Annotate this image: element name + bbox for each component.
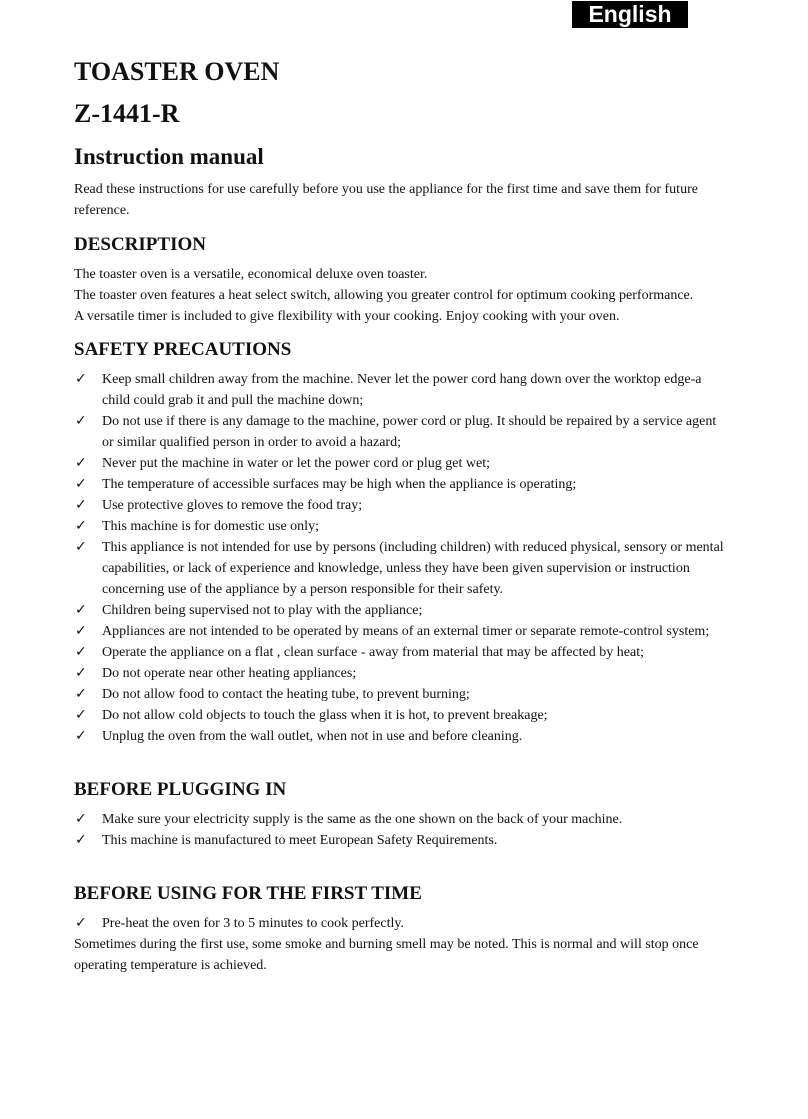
safety-item-text: Children being supervised not to play with the appliance; bbox=[102, 603, 423, 618]
safety-heading: SAFETY PRECAUTIONS bbox=[74, 339, 292, 360]
before-plugging-heading: BEFORE PLUGGING IN bbox=[74, 779, 287, 800]
checkmark-icon: ✓ bbox=[75, 665, 87, 681]
checkmark-icon: ✓ bbox=[75, 455, 87, 471]
checkmark-icon: ✓ bbox=[75, 707, 87, 723]
safety-item-text: Do not allow cold objects to touch the glass when it is hot, to prevent breakage; bbox=[102, 708, 548, 723]
checkmark-icon: ✓ bbox=[75, 686, 87, 702]
list-item bbox=[74, 474, 724, 495]
manual-subtitle: Instruction manual bbox=[74, 144, 264, 169]
list-item bbox=[74, 495, 724, 516]
first-time-list bbox=[74, 913, 724, 934]
checkmark-icon: ✓ bbox=[75, 371, 87, 387]
safety-item-text: Do not use if there is any damage to the machine, power cord or plug. It should be repaired by a service agent or similar qualified person in order to avoid a hazard; bbox=[102, 414, 717, 450]
list-item bbox=[74, 663, 724, 684]
list-item bbox=[74, 684, 724, 705]
language-badge: English bbox=[572, 1, 688, 28]
safety-item-text: Do not operate near other heating appliances; bbox=[102, 666, 357, 681]
list-item bbox=[74, 369, 724, 411]
safety-item-text: Never put the machine in water or let the power cord or plug get wet; bbox=[102, 456, 490, 471]
description-line: A versatile timer is included to give flexibility with your cooking. Enjoy cooking with your oven. bbox=[74, 309, 620, 324]
safety-item-text: Unplug the oven from the wall outlet, when not in use and before cleaning. bbox=[102, 729, 523, 744]
description-heading: DESCRIPTION bbox=[74, 234, 206, 255]
list-item bbox=[74, 411, 724, 453]
list-item bbox=[74, 600, 724, 621]
checkmark-icon: ✓ bbox=[75, 728, 87, 744]
model-number: Z-1441-R bbox=[74, 99, 180, 128]
plugging-item-text: This machine is manufactured to meet European Safety Requirements. bbox=[102, 833, 498, 848]
description-body bbox=[74, 264, 724, 327]
safety-item-text: Do not allow food to contact the heating tube, to prevent burning; bbox=[102, 687, 470, 702]
safety-list bbox=[74, 369, 724, 747]
checkmark-icon: ✓ bbox=[75, 413, 87, 429]
checkmark-icon: ✓ bbox=[75, 832, 87, 848]
checkmark-icon: ✓ bbox=[75, 811, 87, 827]
first-time-item-text: Pre-heat the oven for 3 to 5 minutes to cook perfectly. bbox=[102, 916, 404, 931]
checkmark-icon: ✓ bbox=[75, 476, 87, 492]
list-item bbox=[74, 913, 724, 934]
first-time-note: Sometimes during the first use, some smoke and burning smell may be noted. This is normal and will stop once operating temperature is achieved. bbox=[74, 937, 699, 973]
checkmark-icon: ✓ bbox=[75, 644, 87, 660]
checkmark-icon: ✓ bbox=[75, 602, 87, 618]
list-item bbox=[74, 830, 724, 851]
safety-item-text: This machine is for domestic use only; bbox=[102, 519, 319, 534]
intro-text: Read these instructions for use carefully before you use the appliance for the first time and save them for future reference. bbox=[74, 182, 698, 218]
checkmark-icon: ✓ bbox=[75, 623, 87, 639]
description-line: The toaster oven features a heat select switch, allowing you greater control for optimum cooking performance. bbox=[74, 288, 694, 303]
list-item bbox=[74, 726, 724, 747]
first-time-heading: BEFORE USING FOR THE FIRST TIME bbox=[74, 883, 422, 904]
list-item bbox=[74, 516, 724, 537]
list-item bbox=[74, 621, 724, 642]
safety-item-text: The temperature of accessible surfaces may be high when the appliance is operating; bbox=[102, 477, 577, 492]
checkmark-icon: ✓ bbox=[75, 518, 87, 534]
product-title: TOASTER OVEN bbox=[74, 57, 280, 86]
list-item bbox=[74, 705, 724, 726]
before-plugging-list bbox=[74, 809, 724, 851]
checkmark-icon: ✓ bbox=[75, 497, 87, 513]
list-item bbox=[74, 453, 724, 474]
list-item bbox=[74, 537, 724, 600]
description-line: The toaster oven is a versatile, economical deluxe oven toaster. bbox=[74, 267, 428, 282]
safety-item-text: Keep small children away from the machine. Never let the power cord hang down over the worktop edge-a child could grab it and pull the machine down; bbox=[102, 372, 702, 408]
safety-item-text: Appliances are not intended to be operated by means of an external timer or separate remote-control system; bbox=[102, 624, 710, 639]
list-item bbox=[74, 642, 724, 663]
checkmark-icon: ✓ bbox=[75, 539, 87, 555]
safety-item-text: Use protective gloves to remove the food tray; bbox=[102, 498, 363, 513]
safety-item-text: This appliance is not intended for use by persons (including children) with reduced physical, sensory or mental capabilities, or lack of experience and knowledge, unless they have been given supervision or instruction concerning use of the appliance by a person responsible for their safety. bbox=[102, 540, 724, 597]
checkmark-icon: ✓ bbox=[75, 915, 87, 931]
plugging-item-text: Make sure your electricity supply is the same as the one shown on the back of your machine. bbox=[102, 812, 623, 827]
safety-item-text: Operate the appliance on a flat , clean surface - away from material that may be affected by heat; bbox=[102, 645, 644, 660]
list-item bbox=[74, 809, 724, 830]
manual-page bbox=[74, 54, 724, 976]
